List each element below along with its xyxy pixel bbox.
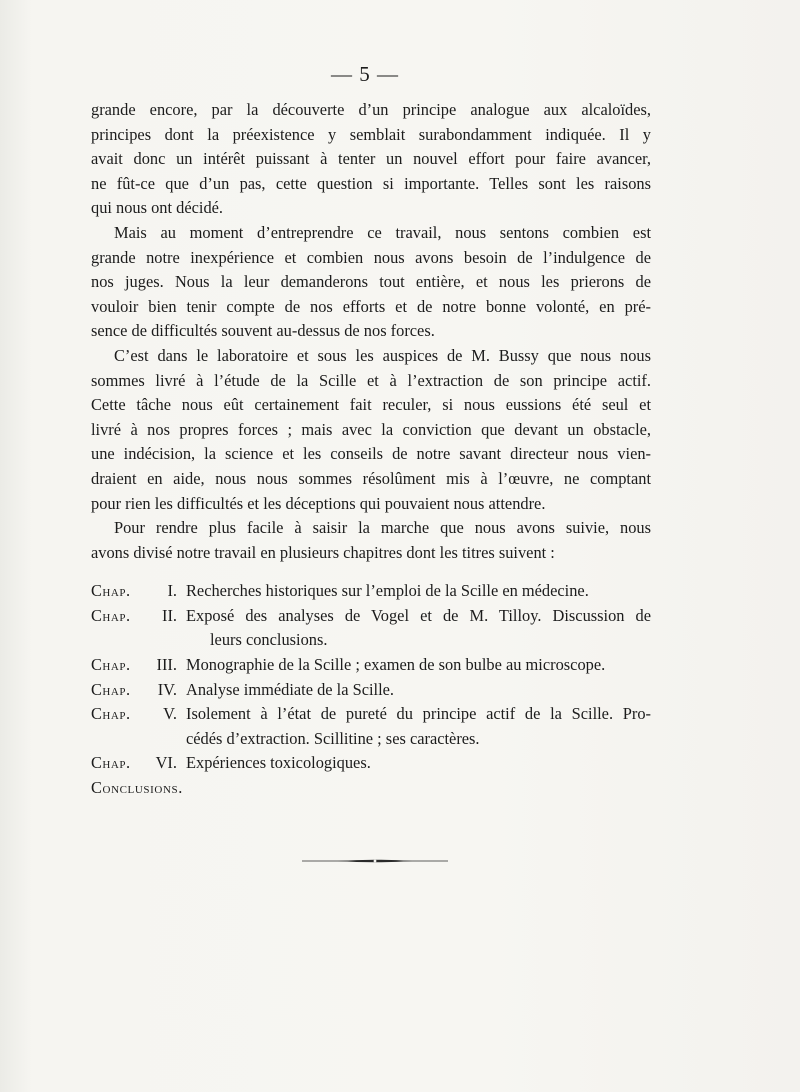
chapter-title-line: leurs conclusions.: [210, 630, 328, 650]
chapter-number: VI.: [155, 753, 177, 773]
text-line: Pour rendre plus facile à saisir la marche que nous avons suivie, nous: [114, 518, 651, 538]
text-line: pour rien les difficultés et les déceptions qui pouvaient nous attendre.: [91, 493, 546, 513]
chapter-title: [186, 604, 651, 653]
paragraph-3: [91, 344, 651, 516]
chapter-label: Chap.: [91, 679, 131, 699]
paragraph-4: [91, 516, 651, 565]
text-line: qui nous ont décidé.: [91, 198, 224, 218]
paragraph-2: [91, 221, 651, 344]
text-line: ne fût-ce que d’un pas, cette question si importante. Telles sont les raisons: [91, 173, 651, 193]
text-line: sommes livré à l’étude de la Scille et à l’extraction de son principe actif.: [91, 370, 651, 390]
text-line: une indécision, la science et les conseils de notre savant directeur nous vien-: [91, 444, 651, 464]
text-line: avait donc un intérêt puissant à tenter un nouvel effort pour faire avancer,: [91, 149, 651, 169]
chapter-title-line: Analyse immédiate de la Scille.: [186, 679, 395, 699]
chapter-entry: [91, 678, 651, 703]
chapter-entry: [91, 604, 651, 653]
chapter-entry: [91, 653, 651, 678]
decorative-rule: [302, 858, 448, 864]
text-line: sence de difficultés souvent au-dessus de nos forces.: [91, 321, 435, 341]
chapter-number: IV.: [157, 679, 177, 699]
chapter-number: V.: [163, 704, 177, 724]
chapter-number: I.: [167, 581, 177, 601]
chapter-entry: [91, 702, 651, 751]
chapter-entry: [91, 751, 651, 776]
text-line: Mais au moment d’entreprendre ce travail, nous sentons combien est: [114, 222, 651, 242]
paragraph-1: [91, 98, 651, 221]
chapter-label: Chap.: [91, 655, 131, 675]
page-number: — 5 —: [331, 62, 399, 86]
chapter-title-line: Exposé des analyses de Vogel et de M. Tilloy. Discussion de: [186, 605, 651, 625]
text-line: nos juges. Nous la leur demanderons tout entière, et nous les prierons de: [91, 272, 651, 292]
chapter-title: [186, 751, 651, 776]
text-line: vouloir bien tenir compte de nos efforts et de notre bonne volonté, en pré-: [91, 296, 651, 316]
chapter-number: III.: [156, 655, 177, 675]
text-line: C’est dans le laboratoire et sous les auspices de M. Bussy que nous nous: [114, 345, 651, 365]
chapter-title: [186, 678, 651, 703]
text-line: grande notre inexpérience et combien nous avons besoin de l’indulgence de: [91, 247, 651, 267]
text-line: livré à nos propres forces ; mais avec la conviction que devant un obstacle,: [91, 419, 651, 439]
chapter-title: [186, 579, 651, 604]
chapter-title-line: cédés d’extraction. Scillitine ; ses caractères.: [186, 728, 480, 748]
text-line: Cette tâche nous eût certainement fait reculer, si nous eussions été seul et: [91, 395, 651, 415]
chapter-label: Chap.: [91, 605, 131, 625]
text-line: grande encore, par la découverte d’un principe analogue aux alcaloïdes,: [91, 100, 651, 119]
body-text: [91, 98, 651, 801]
chapter-title-line: Isolement à l’état de pureté du principe actif de la Scille. Pro-: [186, 704, 651, 724]
chapter-title-line: Expériences toxicologiques.: [186, 753, 371, 773]
text-line: draient en aide, nous nous sommes résolûment mis à l’œuvre, ne comptant: [91, 468, 651, 488]
chapter-title-line: Monographie de la Scille ; examen de son bulbe au microscope.: [186, 655, 606, 675]
text-line: principes dont la préexistence y semblait surabondamment indiquée. Il y: [91, 124, 651, 144]
chapter-list: [91, 579, 651, 800]
chapter-number: II.: [161, 605, 177, 625]
chapter-title: [186, 702, 651, 751]
chapter-title-line: Recherches historiques sur l’emploi de la Scille en médecine.: [186, 581, 589, 601]
chapter-title: [186, 653, 651, 678]
text-line: avons divisé notre travail en plusieurs chapitres dont les titres suivent :: [91, 542, 555, 562]
chapter-label: Chap.: [91, 704, 131, 724]
chapter-entry: [91, 579, 651, 604]
chapter-label: Chap.: [91, 581, 131, 601]
conclusions-heading: Conclusions.: [91, 778, 183, 798]
chapter-label: Chap.: [91, 753, 131, 773]
